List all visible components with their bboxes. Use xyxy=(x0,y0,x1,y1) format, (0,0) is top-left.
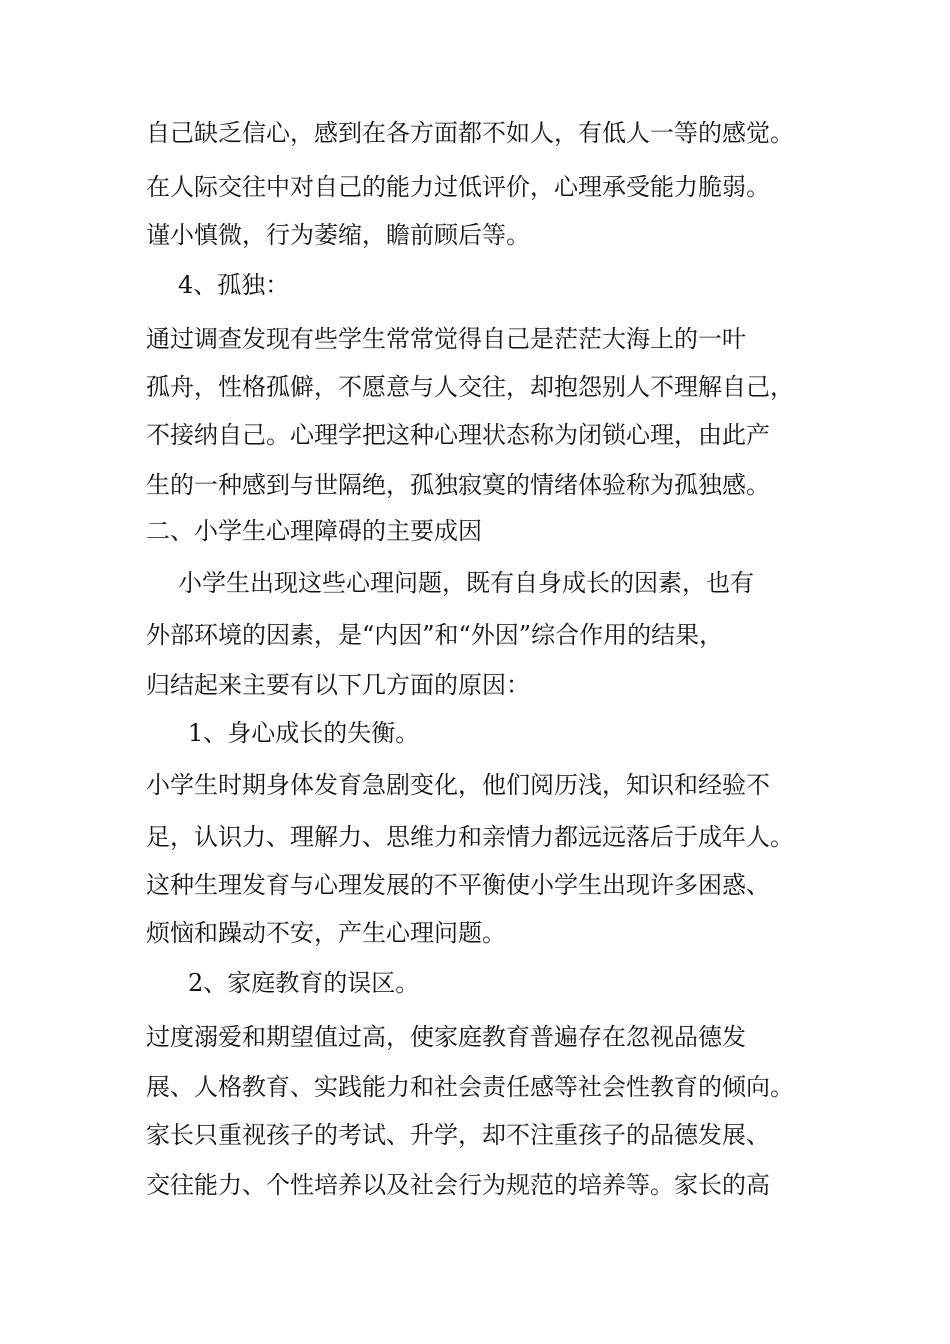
section-heading: 1、身心成长的失衡。 xyxy=(188,719,420,747)
paragraph-line: 自己缺乏信心，感到在各方面都不如人，有低人一等的感觉。 xyxy=(146,119,794,147)
paragraph-line: 足，认识力、理解力、思维力和亲情力都远远落后于成年人。 xyxy=(146,823,794,851)
paragraph-line: 不接纳自己。心理学把这种心理状态称为闭锁心理，由此产 xyxy=(146,421,770,449)
paragraph-line: 谨小慎微，行为萎缩，瞻前顾后等。 xyxy=(146,221,530,249)
paragraph-line: 生的一种感到与世隔绝，孤独寂寞的情绪体验称为孤独感。 xyxy=(146,471,770,499)
paragraph-line: 归结起来主要有以下几方面的原因： xyxy=(146,671,530,699)
section-heading: 4、孤独： xyxy=(178,271,290,299)
paragraph-line: 小学生出现这些心理问题，既有自身成长的因素，也有 xyxy=(178,569,754,597)
paragraph-line: 家长只重视孩子的考试、升学，却不注重孩子的品德发展、 xyxy=(146,1121,770,1149)
paragraph-line: 外部环境的因素，是“内因”和“外因”综合作用的结果， xyxy=(146,621,724,649)
paragraph-line: 这种生理发育与心理发展的不平衡使小学生出现许多困惑、 xyxy=(146,871,770,899)
paragraph-line: 烦恼和躁动不安，产生心理问题。 xyxy=(146,919,506,947)
chapter-heading: 二、小学生心理障碍的主要成因 xyxy=(146,517,482,545)
paragraph-line: 小学生时期身体发育急剧变化，他们阅历浅，知识和经验不 xyxy=(146,771,770,799)
section-heading: 2、家庭教育的误区。 xyxy=(188,969,420,997)
paragraph-line: 通过调查发现有些学生常常觉得自己是茫茫大海上的一叶 xyxy=(146,325,746,353)
paragraph-line: 展、人格教育、实践能力和社会责任感等社会性教育的倾向。 xyxy=(146,1073,794,1101)
paragraph-line: 过度溺爱和期望值过高，使家庭教育普遍存在忽视品德发 xyxy=(146,1023,746,1051)
paragraph-line: 交往能力、个性培养以及社会行为规范的培养等。家长的高 xyxy=(146,1171,770,1199)
paragraph-line: 在人际交往中对自己的能力过低评价，心理承受能力脆弱。 xyxy=(146,173,770,201)
paragraph-line: 孤舟，性格孤僻，不愿意与人交往，却抱怨别人不理解自己， xyxy=(146,373,794,401)
